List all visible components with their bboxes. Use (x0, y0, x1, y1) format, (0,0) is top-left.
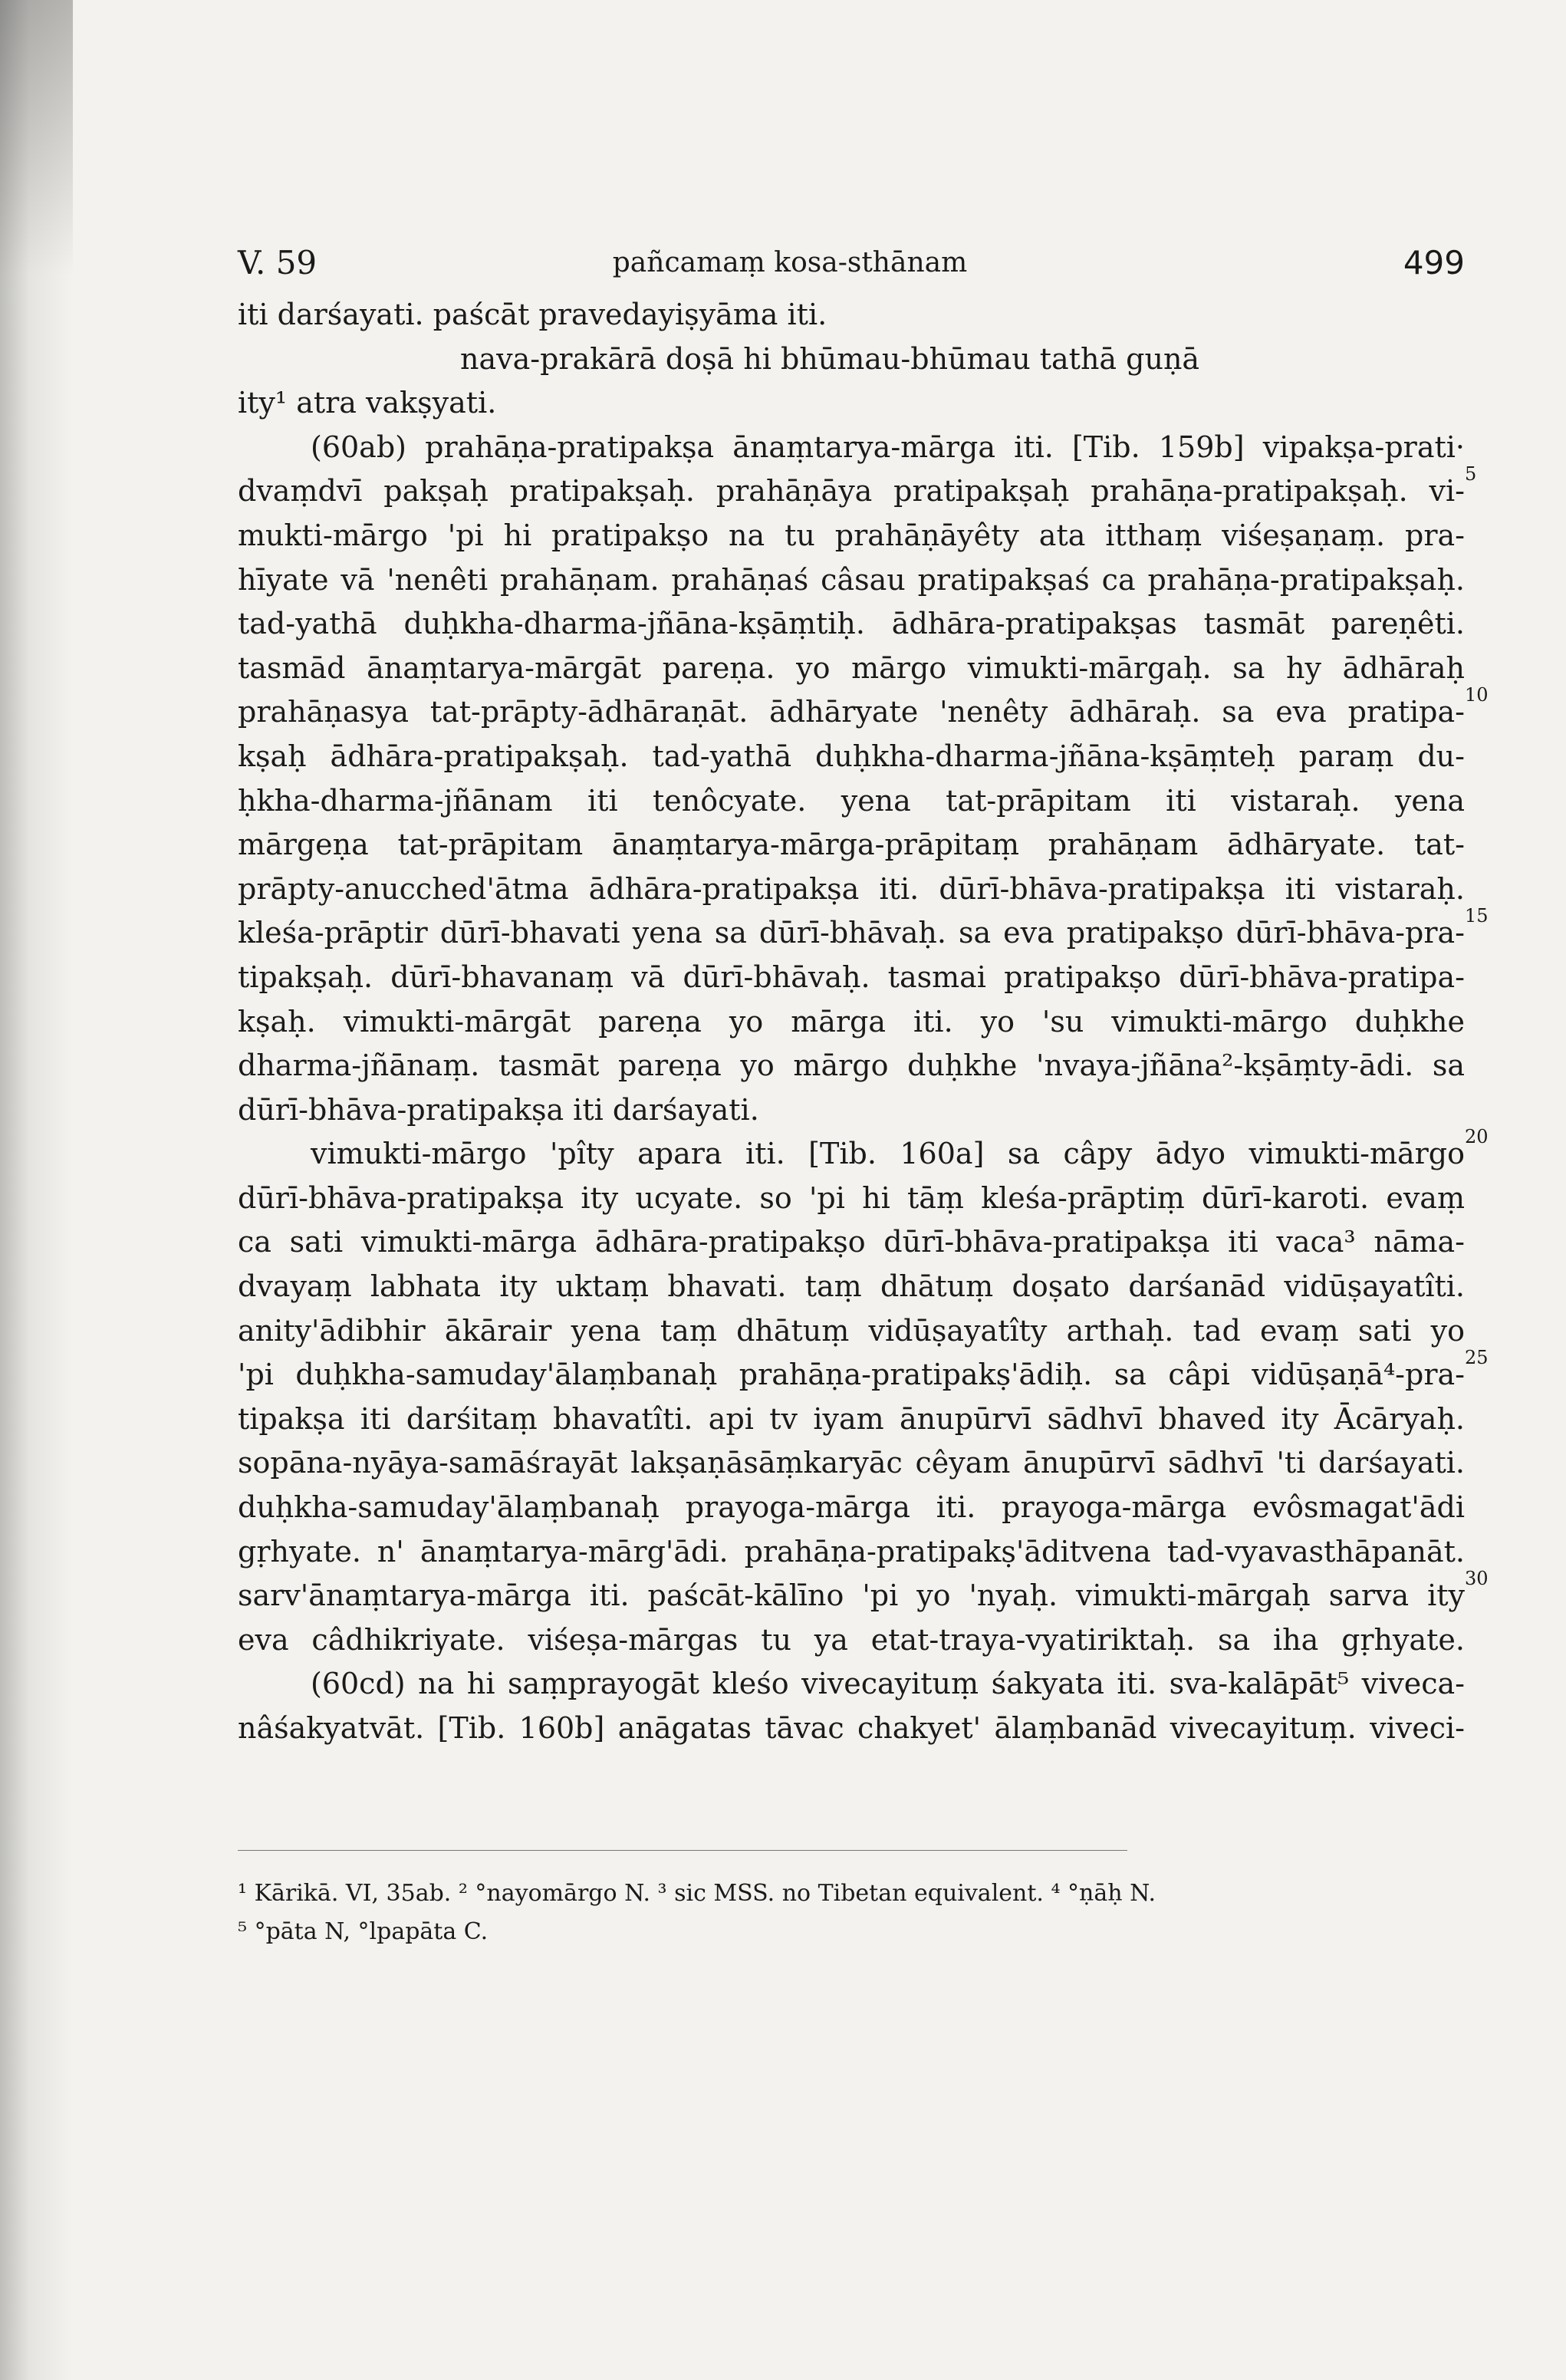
scan-shadow (0, 0, 73, 2380)
text-line: vimukti-mārgo 'pîty apara iti. [Tib. 160a] sa câpy ādyo vimukti-mārgo (311, 1137, 1465, 1171)
text-line: (60cd) na hi saṃprayogāt kleśo vivecayituṃ śakyata iti. sva-kalāpāt⁵ viveca- (311, 1667, 1465, 1701)
text-line: sarv'ānaṃtarya-mārga iti. paścāt-kālīno 'pi yo 'nyaḥ. vimukti-mārgaḥ sarva ity (238, 1578, 1465, 1613)
text-line: gṛhyate. n' ānaṃtarya-mārg'ādi. prahāṇa-pratipakṣ'āditvena tad-vyavasthāpanāt. (238, 1534, 1465, 1569)
text-line: nava-prakārā doṣā hi bhūmau-bhūmau tathā guṇā (460, 341, 1200, 376)
text-line: duḥkha-samuday'ālaṃbanaḥ prayoga-mārga iti. prayoga-mārga evôsmagat'ādi (238, 1490, 1465, 1525)
text-line: kṣaḥ ādhāra-pratipakṣaḥ. tad-yathā duḥkha-dharma-jñāna-kṣāṃteḥ paraṃ du- (238, 739, 1465, 773)
running-title: pañcamaṃ kosa-sthānam (612, 247, 968, 278)
text-line: (60ab) prahāṇa-pratipakṣa ānaṃtarya-mārga iti. [Tib. 159b] vipakṣa-prati· (311, 430, 1465, 464)
text-line: kṣaḥ. vimukti-mārgāt pareṇa yo mārga iti. yo 'su vimukti-mārgo duḥkhe (238, 1004, 1465, 1039)
line-number: 25 (1465, 1347, 1489, 1368)
page-header (238, 244, 1465, 290)
line-number: 15 (1465, 905, 1489, 927)
text-line: 'pi duḥkha-samuday'ālaṃbanaḥ prahāṇa-pratipakṣ'ādiḥ. sa câpi vidūṣaṇā⁴-pra- (238, 1358, 1465, 1392)
line-number: 20 (1465, 1126, 1489, 1147)
text-line: mukti-mārgo 'pi hi pratipakṣo na tu prahāṇāyêty ata itthaṃ viśeṣaṇaṃ. pra- (238, 518, 1465, 552)
line-number: 10 (1465, 684, 1489, 706)
verse-reference: V. 59 (238, 244, 317, 281)
footnote-rule (238, 1850, 1127, 1851)
text-line: tipakṣaḥ. dūrī-bhavanaṃ vā dūrī-bhāvaḥ. tasmai pratipakṣo dūrī-bhāva-pratipa- (238, 960, 1465, 994)
text-line: sopāna-nyāya-samāśrayāt lakṣaṇāsāṃkaryāc cêyam ānupūrvī sādhvī 'ti darśayati. (238, 1446, 1465, 1480)
text-line: dūrī-bhāva-pratipakṣa iti darśayati. (238, 1092, 759, 1127)
text-line: ḥkha-dharma-jñānam iti tenôcyate. yena tat-prāpitam iti vistaraḥ. yena (238, 783, 1465, 818)
text-line: nâśakyatvāt. [Tib. 160b] anāgatas tāvac chakyet' ālaṃbanād vivecayituṃ. viveci- (238, 1711, 1465, 1745)
footnote-line: ⁵ °pāta N, °lpapāta C. (238, 1918, 489, 1945)
text-line: tipakṣa iti darśitaṃ bhavatîti. api tv iyam ānupūrvī sādhvī bhaved ity Ācāryaḥ. (238, 1401, 1465, 1436)
scan-shadow-top (0, 0, 73, 276)
text-line: eva câdhikriyate. viśeṣa-mārgas tu ya etat-traya-vyatiriktaḥ. sa iha gṛhyate. (238, 1622, 1465, 1657)
text-line: ca sati vimukti-mārga ādhāra-pratipakṣo dūrī-bhāva-pratipakṣa iti vaca³ nāma- (238, 1225, 1465, 1259)
text-line: prāpty-anucched'ātma ādhāra-pratipakṣa iti. dūrī-bhāva-pratipakṣa iti vistaraḥ. (238, 871, 1465, 906)
text-line: dūrī-bhāva-pratipakṣa ity ucyate. so 'pi hi tāṃ kleśa-prāptiṃ dūrī-karoti. evaṃ (238, 1180, 1465, 1215)
text-line: tad-yathā duḥkha-dharma-jñāna-kṣāṃtiḥ. ādhāra-pratipakṣas tasmāt pareṇêti. (238, 607, 1465, 641)
text-line: tasmād ānaṃtarya-mārgāt pareṇa. yo mārgo vimukti-mārgaḥ. sa hy ādhāraḥ (238, 650, 1465, 685)
text-line: dvayaṃ labhata ity uktaṃ bhavati. taṃ dhātuṃ doṣato darśanād vidūṣayatîti. (238, 1269, 1465, 1304)
main-text (238, 293, 1465, 1751)
footnote-line: ¹ Kārikā. VI, 35ab. ² °nayomārgo N. ³ sic MSS. no Tibetan equivalent. ⁴ °ṇāḥ N. (238, 1880, 1156, 1907)
line-number: 5 (1465, 463, 1477, 485)
line-number: 30 (1465, 1568, 1489, 1589)
text-line: dvaṃdvī pakṣaḥ pratipakṣaḥ. prahāṇāya pratipakṣaḥ prahāṇa-pratipakṣaḥ. vi- (238, 474, 1465, 509)
text-line: prahāṇasya tat-prāpty-ādhāraṇāt. ādhāryate 'nenêty ādhāraḥ. sa eva pratipa- (238, 695, 1465, 729)
text-line: mārgeṇa tat-prāpitam ānaṃtarya-mārga-prāpitaṃ prahāṇam ādhāryate. tat- (238, 828, 1465, 862)
text-line: anity'ādibhir ākārair yena taṃ dhātuṃ vidūṣayatîty arthaḥ. tad evaṃ sati yo (238, 1313, 1465, 1348)
text-line: dharma-jñānaṃ. tasmāt pareṇa yo mārgo duḥkhe 'nvaya-jñāna²-kṣāṃty-ādi. sa (238, 1048, 1465, 1083)
text-line: kleśa-prāptir dūrī-bhavati yena sa dūrī-bhāvaḥ. sa eva pratipakṣo dūrī-bhāva-pra- (238, 916, 1465, 950)
text-line: ity¹ atra vakṣyati. (238, 386, 497, 420)
page-number: 499 (1403, 244, 1465, 281)
text-line: hīyate vā 'nenêti prahāṇam. prahāṇaś câsau pratipakṣaś ca prahāṇa-pratipakṣaḥ. (238, 562, 1465, 597)
footnotes (238, 1875, 1465, 1951)
text-line: iti darśayati. paścāt pravedayiṣyāma iti. (238, 298, 827, 331)
